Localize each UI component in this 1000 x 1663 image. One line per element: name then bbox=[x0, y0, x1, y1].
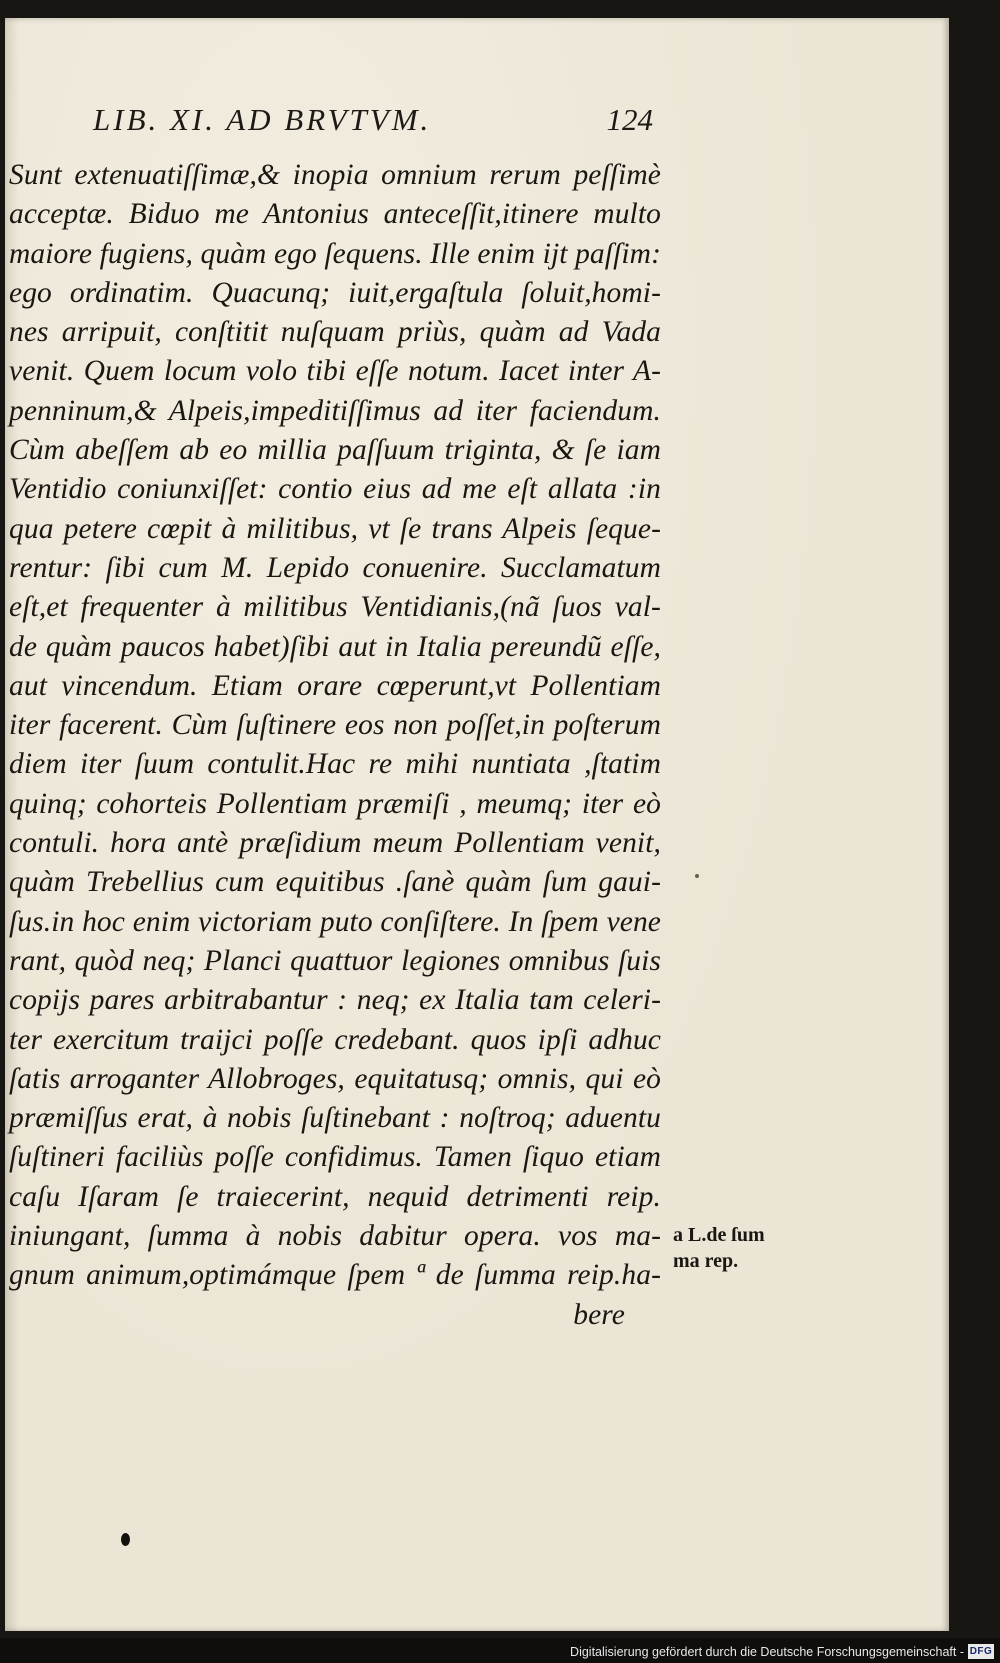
text-line: ſuſtineri faciliùs poſſe confidimus. Tamen ſiquo etiam bbox=[9, 1141, 661, 1174]
running-head bbox=[93, 102, 653, 146]
text-line: venit. Quem locum volo tibi eſſe notum. Iacet inter A- bbox=[9, 355, 661, 388]
text-line: ego ordinatim. Quacunq; iuit,ergaſtula ſoluit,homi- bbox=[9, 276, 661, 309]
marginal-note-line: ma rep. bbox=[673, 1250, 739, 1272]
text-line: ſus.in hoc enim victoriam puto conſiſtere. In ſpem vene bbox=[9, 905, 661, 938]
text-line: quàm Trebellius cum equitibus .ſanè quàm ſum gaui- bbox=[9, 866, 661, 899]
text-line: de quàm paucos habet)ſibi aut in Italia pereundũ eſſe, bbox=[9, 630, 661, 663]
text-line: iter facerent. Cùm ſuſtinere eos non poſſet,in poſterum bbox=[9, 709, 661, 742]
text-line: ſatis arroganter Allobroges, equitatusq; omnis, qui eò bbox=[9, 1062, 661, 1095]
text-line: rant, quòd neq; Planci quattuor legiones omnibus ſuis bbox=[9, 944, 661, 977]
text-line: maiore fugiens, quàm ego ſequens. Ille enim ijt paſſim: bbox=[9, 237, 661, 270]
text-line: quinq; cohorteis Pollentiam præmiſi , meumq; iter eò bbox=[9, 787, 661, 820]
marginal-note bbox=[673, 1222, 813, 1274]
text-line: diem iter ſuum contulit.Hac re mihi nuntiata ,ſtatim bbox=[9, 748, 661, 781]
text-line: Sunt extenuatiſſimæ,& inopia omnium rerum peſſimè bbox=[9, 159, 661, 191]
text-line: ter exercitum traijci poſſe credebant. quos ipſi adhuc bbox=[9, 1023, 661, 1056]
text-line: nes arripuit, conſtitit nuſquam priùs, quàm ad Vada bbox=[9, 316, 661, 349]
text-line: gnum animum,optimámque ſpem ª de ſumma reip.ha- bbox=[9, 1259, 661, 1292]
footer-credit: Digitalisierung gefördert durch die Deutsche Forschungsgemeinschaft - bbox=[570, 1645, 964, 1659]
text-line: Ventidio coniunxiſſet: contio eius ad me eſt allata :in bbox=[9, 473, 661, 506]
text-line: acceptæ. Biduo me Antonius anteceſſit,itinere multo bbox=[9, 198, 661, 231]
text-line: præmiſſus erat, à nobis ſuſtinebant : noſtroq; aduentu bbox=[9, 1102, 661, 1135]
text-line: contuli. hora antè præſidium meum Pollentiam venit, bbox=[9, 827, 661, 860]
marginal-note-line: a L.de ſum bbox=[673, 1224, 765, 1246]
book-page bbox=[5, 18, 949, 1631]
dfg-logo: DFG bbox=[969, 1646, 993, 1657]
text-line: bere bbox=[573, 1298, 625, 1331]
text-line: qua petere cœpit à militibus, vt ſe trans Alpeis ſeque- bbox=[9, 512, 661, 545]
text-line: eſt,et frequenter à militibus Ventidianis,(nã ſuos val- bbox=[9, 591, 661, 624]
body-text bbox=[9, 156, 669, 1335]
text-line: iniungant, ſumma à nobis dabitur opera. vos ma- bbox=[9, 1220, 661, 1253]
text-line: penninum,& Alpeis,impeditiſſimus ad iter faciendum. bbox=[9, 394, 661, 427]
paper-speck bbox=[695, 874, 699, 878]
page-number: 124 bbox=[606, 102, 653, 137]
ink-spot bbox=[121, 1533, 130, 1546]
text-line: aut vincendum. Etiam orare cœperunt,vt Pollentiam bbox=[9, 669, 661, 702]
text-line: rentur: ſibi cum M. Lepido conuenire. Succlamatum bbox=[9, 551, 661, 584]
running-head-title: LIB. XI. AD BRVTVM. bbox=[93, 102, 432, 137]
text-line: copijs pares arbitrabantur : neq; ex Italia tam celeri- bbox=[9, 984, 661, 1017]
text-line: caſu Iſaram ſe traiecerint, nequid detrimenti reip. bbox=[9, 1180, 661, 1213]
text-line: Cùm abeſſem ab eo millia paſſuum triginta, & ſe iam bbox=[9, 434, 661, 467]
